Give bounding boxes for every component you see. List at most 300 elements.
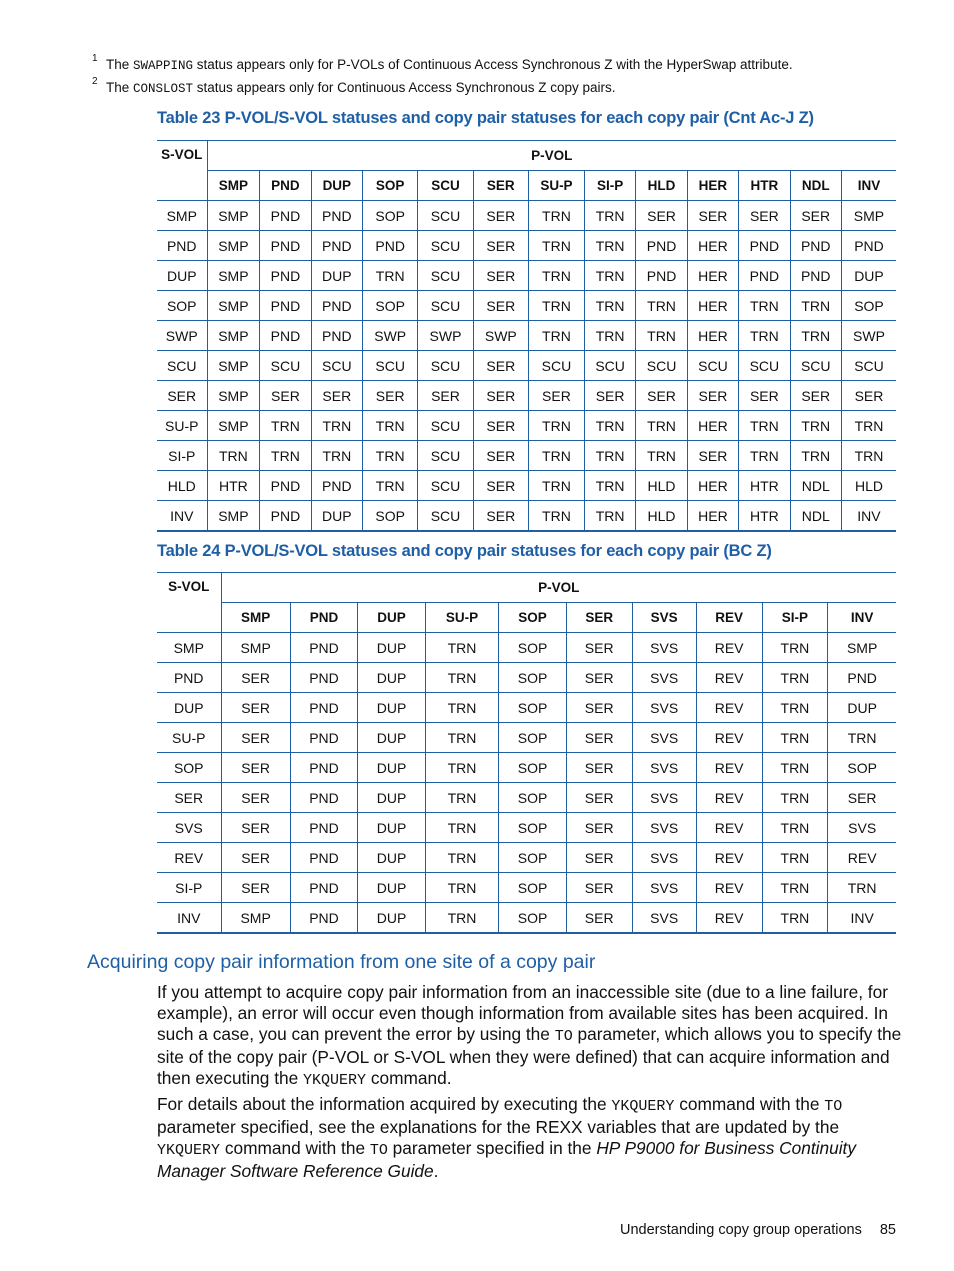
table-cell: SER xyxy=(566,843,632,873)
table-cell: TRN xyxy=(636,411,687,441)
table-cell: SER xyxy=(473,381,528,411)
text-run: command with the xyxy=(220,1138,370,1158)
table-cell: PND xyxy=(739,261,790,291)
column-header: SMP xyxy=(207,171,260,201)
table-cell: SER xyxy=(566,873,632,903)
table-cell: SOP xyxy=(499,813,567,843)
table-cell: SCU xyxy=(260,351,311,381)
paragraph-2 xyxy=(157,1094,902,1182)
row-header-cell: SI-P xyxy=(157,441,207,471)
table-cell: SCU xyxy=(418,471,473,501)
table-cell: PND xyxy=(290,903,358,934)
table-cell: SMP xyxy=(221,903,290,934)
table-cell: TRN xyxy=(260,441,311,471)
table-row xyxy=(157,813,896,843)
row-header-cell: REV xyxy=(157,843,221,873)
table-cell: SER xyxy=(221,663,290,693)
table-cell: SOP xyxy=(499,633,567,663)
text-run: HP P9000 for Business Continuity Manager Software Reference Guide xyxy=(157,1138,857,1181)
table-row xyxy=(157,201,896,231)
table-cell: DUP xyxy=(358,783,426,813)
table-row xyxy=(157,321,896,351)
table-cell: HTR xyxy=(739,501,790,532)
table-cell: SWP xyxy=(473,321,528,351)
table-23-caption: Table 23 P-VOL/S-VOL statuses and copy pair statuses for each copy pair (Cnt Ac-J Z) xyxy=(157,109,814,127)
table-cell: SER xyxy=(473,411,528,441)
row-header-cell: SMP xyxy=(157,201,207,231)
table-cell: TRN xyxy=(363,411,418,441)
table-cell: DUP xyxy=(358,663,426,693)
column-header: NDL xyxy=(790,171,841,201)
table-cell: TRN xyxy=(425,633,498,663)
table-cell: SCU xyxy=(841,351,896,381)
table-cell: PND xyxy=(841,231,896,261)
page-number: 85 xyxy=(879,1222,896,1238)
table-cell: SER xyxy=(221,843,290,873)
table-cell: REV xyxy=(696,873,762,903)
table-cell: REV xyxy=(696,663,762,693)
table-cell: SOP xyxy=(499,723,567,753)
inline-code: YKQUERY xyxy=(157,1142,221,1159)
table-cell: TRN xyxy=(363,471,418,501)
table-cell: TRN xyxy=(841,441,896,471)
table-cell: HLD xyxy=(841,471,896,501)
column-header: SOP xyxy=(499,603,567,633)
table-cell: SOP xyxy=(499,783,567,813)
table-cell: DUP xyxy=(841,261,896,291)
column-header: SI-P xyxy=(762,603,828,633)
table-cell: DUP xyxy=(358,813,426,843)
column-header: HLD xyxy=(636,171,687,201)
table-cell: SER xyxy=(473,441,528,471)
table-cell: TRN xyxy=(584,291,635,321)
table-cell: TRN xyxy=(790,441,841,471)
table-row xyxy=(157,693,896,723)
table-cell: SCU xyxy=(584,351,635,381)
svol-header: S-VOL xyxy=(157,141,207,201)
row-header-cell: SER xyxy=(157,783,221,813)
table-cell: PND xyxy=(290,843,358,873)
table-cell: PND xyxy=(290,753,358,783)
table-cell: SCU xyxy=(739,351,790,381)
footnote-text: The xyxy=(106,80,134,95)
table-cell: PND xyxy=(790,261,841,291)
table-cell: DUP xyxy=(358,873,426,903)
table-cell: TRN xyxy=(528,201,584,231)
table-row xyxy=(157,231,896,261)
table-cell: SER xyxy=(418,381,473,411)
table-cell: SWP xyxy=(841,321,896,351)
table-cell: SER xyxy=(473,201,528,231)
column-header: SI-P xyxy=(584,171,635,201)
table-cell: SCU xyxy=(418,231,473,261)
text-run: parameter specified in the xyxy=(387,1138,597,1158)
row-header-cell: DUP xyxy=(157,693,221,723)
table-cell: SVS xyxy=(632,783,696,813)
table-cell: SER xyxy=(739,381,790,411)
page-footer xyxy=(620,1222,896,1238)
table-cell: HER xyxy=(687,471,738,501)
table-cell: TRN xyxy=(636,291,687,321)
table-cell: SVS xyxy=(632,753,696,783)
table-cell: SER xyxy=(260,381,311,411)
table-cell: TRN xyxy=(425,873,498,903)
row-header-cell: SOP xyxy=(157,291,207,321)
table-cell: SMP xyxy=(207,261,260,291)
table-cell: PND xyxy=(290,723,358,753)
table-row xyxy=(157,351,896,381)
table-cell: PND xyxy=(311,471,362,501)
table-cell: TRN xyxy=(762,693,828,723)
table-cell: PND xyxy=(260,261,311,291)
table-cell: TRN xyxy=(425,753,498,783)
table-cell: SMP xyxy=(207,291,260,321)
table-cell: TRN xyxy=(528,291,584,321)
table-cell: HER xyxy=(687,321,738,351)
footnote-text: status appears only for Continuous Access Synchronous Z copy pairs. xyxy=(193,80,616,95)
table-cell: REV xyxy=(696,753,762,783)
table-cell: REV xyxy=(696,783,762,813)
table-cell: SER xyxy=(311,381,362,411)
text-run: command. xyxy=(366,1068,452,1088)
text-run: For details about the information acquired by executing the xyxy=(157,1094,612,1114)
footnote-1 xyxy=(92,54,912,77)
footnote-code: CONSLOST xyxy=(133,82,194,96)
column-header: SER xyxy=(566,603,632,633)
table-cell: SER xyxy=(363,381,418,411)
table-row xyxy=(157,501,896,532)
row-header-cell: SWP xyxy=(157,321,207,351)
table-cell: SCU xyxy=(363,351,418,381)
table-row xyxy=(157,723,896,753)
table-cell: SER xyxy=(473,231,528,261)
table-cell: PND xyxy=(311,291,362,321)
table-cell: SOP xyxy=(828,753,896,783)
inline-code: YKQUERY xyxy=(611,1098,675,1115)
table-cell: SWP xyxy=(418,321,473,351)
table-cell: REV xyxy=(696,903,762,934)
table-cell: SVS xyxy=(632,723,696,753)
section-heading: Acquiring copy pair information from one site of a copy pair xyxy=(87,951,596,973)
table-cell: HER xyxy=(687,261,738,291)
footnote-text: The xyxy=(106,57,134,72)
column-header: INV xyxy=(828,603,896,633)
table-cell: SVS xyxy=(632,663,696,693)
table-cell: HER xyxy=(687,411,738,441)
table-cell: INV xyxy=(828,903,896,934)
table-cell: SER xyxy=(221,813,290,843)
table-cell: PND xyxy=(290,633,358,663)
table-cell: TRN xyxy=(425,843,498,873)
footnotes xyxy=(92,54,912,100)
table-cell: SOP xyxy=(499,843,567,873)
table-cell: NDL xyxy=(790,501,841,532)
table-cell: PND xyxy=(260,231,311,261)
row-header-cell: INV xyxy=(157,501,207,532)
table-cell: DUP xyxy=(358,693,426,723)
table-cell: PND xyxy=(290,663,358,693)
column-header: SCU xyxy=(418,171,473,201)
table-cell: HLD xyxy=(636,501,687,532)
table-cell: SCU xyxy=(418,351,473,381)
table-cell: REV xyxy=(696,723,762,753)
table-cell: TRN xyxy=(762,843,828,873)
text-run: . xyxy=(433,1161,439,1181)
table-row xyxy=(157,441,896,471)
column-header: PND xyxy=(260,171,311,201)
table-cell: TRN xyxy=(425,723,498,753)
table-cell: SER xyxy=(221,723,290,753)
table-cell: TRN xyxy=(528,261,584,291)
table-cell: PND xyxy=(260,201,311,231)
table-cell: TRN xyxy=(528,321,584,351)
table-cell: TRN xyxy=(739,321,790,351)
table-23 xyxy=(157,140,896,532)
table-cell: SCU xyxy=(311,351,362,381)
table-cell: SER xyxy=(473,291,528,321)
table-row xyxy=(157,291,896,321)
table-cell: SER xyxy=(566,633,632,663)
row-header-cell: PND xyxy=(157,663,221,693)
table-cell: SOP xyxy=(499,753,567,783)
table-cell: SER xyxy=(790,381,841,411)
table-cell: SER xyxy=(566,813,632,843)
table-cell: PND xyxy=(311,231,362,261)
table-cell: PND xyxy=(363,231,418,261)
footer-chapter: Understanding copy group operations xyxy=(620,1222,862,1238)
table-cell: SER xyxy=(566,753,632,783)
table-cell: REV xyxy=(696,633,762,663)
table-cell: DUP xyxy=(358,903,426,934)
pvol-header: P-VOL xyxy=(207,141,896,171)
footnote-mark: 2 xyxy=(92,76,98,87)
table-row xyxy=(157,411,896,441)
inline-code: TO xyxy=(824,1098,843,1115)
inline-code: YKQUERY xyxy=(303,1072,367,1089)
table-cell: TRN xyxy=(528,471,584,501)
table-cell: PND xyxy=(636,231,687,261)
table-cell: SVS xyxy=(828,813,896,843)
table-cell: PND xyxy=(290,813,358,843)
table-cell: SMP xyxy=(207,201,260,231)
table-cell: TRN xyxy=(311,411,362,441)
table-cell: SVS xyxy=(632,633,696,663)
text-run: command with the xyxy=(674,1094,825,1114)
table-cell: SCU xyxy=(418,501,473,532)
table-cell: SER xyxy=(687,381,738,411)
inline-code: TO xyxy=(554,1028,573,1045)
table-row xyxy=(157,873,896,903)
table-cell: TRN xyxy=(739,291,790,321)
text-run: parameter, which allows you to specify the site of the copy pair (P-VOL or S-VOL when they were defined) that can acquire information and then executing the xyxy=(157,1024,902,1088)
table-cell: TRN xyxy=(762,663,828,693)
row-header-cell: SER xyxy=(157,381,207,411)
table-cell: DUP xyxy=(358,633,426,663)
table-cell: SER xyxy=(473,261,528,291)
table-cell: TRN xyxy=(584,201,635,231)
table-cell: TRN xyxy=(584,441,635,471)
footnote-2 xyxy=(92,77,912,100)
table-cell: SER xyxy=(566,723,632,753)
table-cell: TRN xyxy=(425,783,498,813)
table-24 xyxy=(157,572,896,934)
table-cell: DUP xyxy=(358,753,426,783)
table-cell: HTR xyxy=(739,471,790,501)
table-cell: SCU xyxy=(636,351,687,381)
table-row xyxy=(157,261,896,291)
table-cell: SER xyxy=(221,783,290,813)
table-cell: TRN xyxy=(528,231,584,261)
table-row xyxy=(157,753,896,783)
table-cell: INV xyxy=(841,501,896,532)
column-header: REV xyxy=(696,603,762,633)
table-cell: TRN xyxy=(584,501,635,532)
table-cell: SCU xyxy=(790,351,841,381)
table-cell: SER xyxy=(584,381,635,411)
table-row xyxy=(157,903,896,934)
table-cell: SMP xyxy=(828,633,896,663)
table-cell: SCU xyxy=(687,351,738,381)
table-cell: TRN xyxy=(425,813,498,843)
table-cell: SMP xyxy=(207,231,260,261)
table-cell: SWP xyxy=(363,321,418,351)
table-cell: SVS xyxy=(632,903,696,934)
table-cell: SOP xyxy=(499,693,567,723)
table-cell: PND xyxy=(311,321,362,351)
column-header: SER xyxy=(473,171,528,201)
row-header-cell: SU-P xyxy=(157,723,221,753)
row-header-cell: SCU xyxy=(157,351,207,381)
table-cell: TRN xyxy=(636,321,687,351)
table-cell: SER xyxy=(636,201,687,231)
table-cell: SER xyxy=(473,501,528,532)
table-cell: SVS xyxy=(632,843,696,873)
table-cell: SCU xyxy=(418,441,473,471)
table-cell: SCU xyxy=(418,201,473,231)
table-cell: TRN xyxy=(762,633,828,663)
table-cell: SOP xyxy=(363,201,418,231)
table-cell: DUP xyxy=(358,723,426,753)
column-header: DUP xyxy=(311,171,362,201)
table-cell: PND xyxy=(260,501,311,532)
table-cell: SER xyxy=(636,381,687,411)
table-cell: SCU xyxy=(418,291,473,321)
table-cell: TRN xyxy=(425,903,498,934)
table-cell: SER xyxy=(221,873,290,903)
table-cell: TRN xyxy=(762,753,828,783)
table-row xyxy=(157,471,896,501)
column-header: SOP xyxy=(363,171,418,201)
table-cell: TRN xyxy=(311,441,362,471)
table-cell: TRN xyxy=(584,321,635,351)
table-cell: PND xyxy=(290,873,358,903)
table-cell: TRN xyxy=(528,501,584,532)
table-cell: TRN xyxy=(762,723,828,753)
table-cell: SCU xyxy=(528,351,584,381)
table-cell: REV xyxy=(828,843,896,873)
table-cell: SER xyxy=(841,381,896,411)
table-cell: SOP xyxy=(841,291,896,321)
table-cell: PND xyxy=(790,231,841,261)
table-cell: SER xyxy=(687,201,738,231)
table-cell: SER xyxy=(566,783,632,813)
table-cell: SOP xyxy=(363,291,418,321)
table-cell: DUP xyxy=(311,261,362,291)
table-cell: DUP xyxy=(828,693,896,723)
table-cell: TRN xyxy=(207,441,260,471)
table-cell: SMP xyxy=(207,381,260,411)
table-cell: TRN xyxy=(790,411,841,441)
inline-code: TO xyxy=(369,1142,388,1159)
row-header-cell: DUP xyxy=(157,261,207,291)
row-header-cell: HLD xyxy=(157,471,207,501)
table-cell: HTR xyxy=(207,471,260,501)
row-header-cell: INV xyxy=(157,903,221,934)
table-cell: SER xyxy=(566,693,632,723)
table-cell: TRN xyxy=(584,471,635,501)
table-row xyxy=(157,783,896,813)
table-cell: SER xyxy=(221,753,290,783)
table-cell: SER xyxy=(739,201,790,231)
table-cell: PND xyxy=(739,231,790,261)
table-cell: TRN xyxy=(260,411,311,441)
column-header: SVS xyxy=(632,603,696,633)
table-cell: PND xyxy=(290,783,358,813)
column-header: SU-P xyxy=(425,603,498,633)
row-header-cell: SMP xyxy=(157,633,221,663)
table-cell: SER xyxy=(473,471,528,501)
table-cell: SOP xyxy=(363,501,418,532)
table-cell: PND xyxy=(290,693,358,723)
table-cell: SMP xyxy=(841,201,896,231)
table-cell: DUP xyxy=(311,501,362,532)
column-header: HTR xyxy=(739,171,790,201)
table-cell: SER xyxy=(828,783,896,813)
table-cell: SMP xyxy=(207,351,260,381)
table-cell: SOP xyxy=(499,903,567,934)
table-cell: REV xyxy=(696,693,762,723)
table-cell: SMP xyxy=(207,411,260,441)
column-header: PND xyxy=(290,603,358,633)
table-cell: SER xyxy=(687,441,738,471)
table-cell: REV xyxy=(696,843,762,873)
table-cell: TRN xyxy=(425,663,498,693)
table-cell: TRN xyxy=(762,873,828,903)
column-header: SU-P xyxy=(528,171,584,201)
table-row xyxy=(157,381,896,411)
table-cell: TRN xyxy=(790,291,841,321)
table-cell: TRN xyxy=(528,411,584,441)
table-cell: SER xyxy=(528,381,584,411)
table-cell: SER xyxy=(473,351,528,381)
pvol-header: P-VOL xyxy=(221,573,896,603)
table-24-caption: Table 24 P-VOL/S-VOL statuses and copy pair statuses for each copy pair (BC Z) xyxy=(157,542,772,560)
table-cell: SCU xyxy=(418,411,473,441)
row-header-cell: SU-P xyxy=(157,411,207,441)
table-cell: TRN xyxy=(584,231,635,261)
table-cell: SMP xyxy=(207,501,260,532)
column-header: HER xyxy=(687,171,738,201)
table-cell: REV xyxy=(696,813,762,843)
table-cell: SOP xyxy=(499,873,567,903)
footnote-code: SWAPPING xyxy=(133,59,194,73)
svol-header: S-VOL xyxy=(157,573,221,633)
table-cell: DUP xyxy=(358,843,426,873)
table-cell: TRN xyxy=(739,411,790,441)
table-cell: TRN xyxy=(425,693,498,723)
table-cell: NDL xyxy=(790,471,841,501)
table-cell: SVS xyxy=(632,873,696,903)
